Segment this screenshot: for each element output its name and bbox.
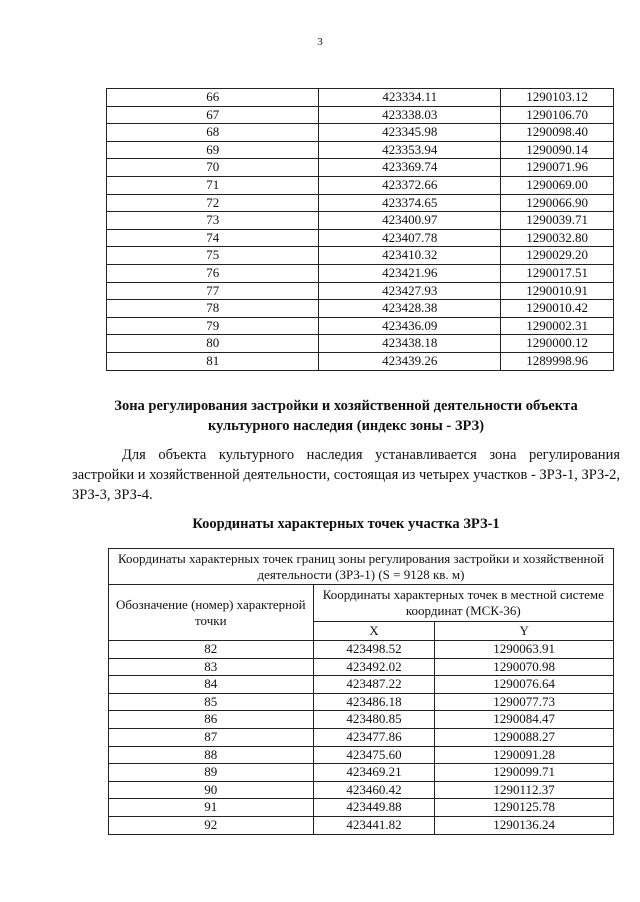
y-coordinate-cell: 1290010.91 (501, 282, 614, 300)
table-row (107, 141, 614, 159)
y-coordinate-cell: 1290112.37 (435, 781, 614, 799)
zone-description-paragraph: Для объекта культурного наследия устанавливается зона регулирования застройки и хозяйственной деятельности, состоящая из четырех участков - ЗРЗ-1, ЗРЗ-2, ЗРЗ-3, ЗРЗ-4. (72, 447, 620, 503)
x-coordinate-cell: 423441.82 (313, 816, 435, 834)
x-coordinate-cell: 423334.11 (319, 89, 501, 107)
point-number-cell: 77 (107, 282, 319, 300)
y-coordinate-cell: 1290088.27 (435, 728, 614, 746)
x-header: X (313, 622, 435, 641)
section-heading: Зона регулирования застройки и хозяйственной деятельности объекта культурного наследия (индекс зоны - ЗРЗ) (114, 398, 578, 434)
table-row (109, 693, 614, 711)
x-coordinate-cell: 423449.88 (313, 799, 435, 817)
y-coordinate-cell: 1290066.90 (501, 194, 614, 212)
y-coordinate-cell: 1290106.70 (501, 106, 614, 124)
x-coordinate-cell: 423407.78 (319, 229, 501, 247)
y-coordinate-cell: 1290125.78 (435, 799, 614, 817)
point-number-cell: 88 (109, 746, 314, 764)
y-coordinate-cell: 1290032.80 (501, 229, 614, 247)
table-row (107, 352, 614, 370)
x-coordinate-cell: 423492.02 (313, 658, 435, 676)
table-row (107, 229, 614, 247)
point-number-cell: 71 (107, 176, 319, 194)
x-coordinate-cell: 423469.21 (313, 764, 435, 782)
y-header: Y (435, 622, 614, 641)
y-coordinate-cell: 1290098.40 (501, 124, 614, 142)
y-coordinate-cell: 1290091.28 (435, 746, 614, 764)
x-coordinate-cell: 423439.26 (319, 352, 501, 370)
point-number-cell: 72 (107, 194, 319, 212)
point-number-cell: 67 (107, 106, 319, 124)
point-number-cell: 76 (107, 264, 319, 282)
x-coordinate-cell: 423438.18 (319, 335, 501, 353)
table-row (107, 159, 614, 177)
table-row (109, 658, 614, 676)
x-coordinate-cell: 423477.86 (313, 728, 435, 746)
x-coordinate-cell: 423436.09 (319, 317, 501, 335)
point-number-cell: 92 (109, 816, 314, 834)
x-coordinate-cell: 423353.94 (319, 141, 501, 159)
x-coordinate-cell: 423345.98 (319, 124, 501, 142)
table-row (109, 676, 614, 694)
y-coordinate-cell: 1290070.98 (435, 658, 614, 676)
point-number-cell: 78 (107, 300, 319, 318)
x-coordinate-cell: 423428.38 (319, 300, 501, 318)
page-number: 3 (317, 36, 323, 48)
y-coordinate-cell: 1290000.12 (501, 335, 614, 353)
table-row (109, 781, 614, 799)
y-coordinate-cell: 1290039.71 (501, 212, 614, 230)
point-number-cell: 87 (109, 728, 314, 746)
point-number-cell: 81 (107, 352, 319, 370)
point-number-cell: 70 (107, 159, 319, 177)
point-number-cell: 66 (107, 89, 319, 107)
y-coordinate-cell: 1290136.24 (435, 816, 614, 834)
table-row (107, 282, 614, 300)
x-coordinate-cell: 423480.85 (313, 711, 435, 729)
table-row (109, 711, 614, 729)
x-coordinate-cell: 423498.52 (313, 641, 435, 659)
coordinates-header: Координаты характерных точек в местной системе координат (МСК-36) (313, 585, 613, 622)
y-coordinate-cell: 1290076.64 (435, 676, 614, 694)
point-number-cell: 79 (107, 317, 319, 335)
table-row (107, 300, 614, 318)
point-number-cell: 73 (107, 212, 319, 230)
y-coordinate-cell: 1290099.71 (435, 764, 614, 782)
zrz1-coordinates-table (108, 548, 614, 835)
y-coordinate-cell: 1290077.73 (435, 693, 614, 711)
x-coordinate-cell: 423421.96 (319, 264, 501, 282)
y-coordinate-cell: 1289998.96 (501, 352, 614, 370)
table-row (107, 89, 614, 107)
y-coordinate-cell: 1290084.47 (435, 711, 614, 729)
y-coordinate-cell: 1290103.12 (501, 89, 614, 107)
y-coordinate-cell: 1290002.31 (501, 317, 614, 335)
point-number-cell: 86 (109, 711, 314, 729)
y-coordinate-cell: 1290090.14 (501, 141, 614, 159)
point-number-cell: 69 (107, 141, 319, 159)
table-row (109, 816, 614, 834)
x-coordinate-cell: 423338.03 (319, 106, 501, 124)
table-row (109, 728, 614, 746)
y-coordinate-cell: 1290017.51 (501, 264, 614, 282)
point-number-cell: 82 (109, 641, 314, 659)
point-number-cell: 84 (109, 676, 314, 694)
table-row (109, 641, 614, 659)
point-number-cell: 89 (109, 764, 314, 782)
table-row (107, 194, 614, 212)
y-coordinate-cell: 1290063.91 (435, 641, 614, 659)
x-coordinate-cell: 423460.42 (313, 781, 435, 799)
point-number-cell: 68 (107, 124, 319, 142)
table-row (107, 335, 614, 353)
y-coordinate-cell: 1290071.96 (501, 159, 614, 177)
x-coordinate-cell: 423369.74 (319, 159, 501, 177)
zrz1-heading: Координаты характерных точек участка ЗРЗ-1 (192, 516, 500, 532)
x-coordinate-cell: 423475.60 (313, 746, 435, 764)
table-caption: Координаты характерных точек границ зоны регулирования застройки и хозяйственной деятельности (ЗРЗ-1) (S = 9128 кв. м) (109, 549, 614, 585)
y-coordinate-cell: 1290069.00 (501, 176, 614, 194)
x-coordinate-cell: 423427.93 (319, 282, 501, 300)
point-number-cell: 80 (107, 335, 319, 353)
table-row (107, 317, 614, 335)
coordinates-table-continued (106, 88, 614, 371)
x-coordinate-cell: 423410.32 (319, 247, 501, 265)
table-row (107, 106, 614, 124)
point-number-cell: 74 (107, 229, 319, 247)
point-number-cell: 83 (109, 658, 314, 676)
point-number-cell: 90 (109, 781, 314, 799)
point-number-header: Обозначение (номер) характерной точки (109, 585, 314, 641)
point-number-cell: 85 (109, 693, 314, 711)
table-row (109, 746, 614, 764)
x-coordinate-cell: 423487.22 (313, 676, 435, 694)
x-coordinate-cell: 423400.97 (319, 212, 501, 230)
table-row (109, 799, 614, 817)
y-coordinate-cell: 1290010.42 (501, 300, 614, 318)
table-row (107, 264, 614, 282)
y-coordinate-cell: 1290029.20 (501, 247, 614, 265)
table-row (107, 247, 614, 265)
table-row (107, 212, 614, 230)
x-coordinate-cell: 423486.18 (313, 693, 435, 711)
x-coordinate-cell: 423374.65 (319, 194, 501, 212)
x-coordinate-cell: 423372.66 (319, 176, 501, 194)
table-row (107, 124, 614, 142)
table-row (107, 176, 614, 194)
point-number-cell: 91 (109, 799, 314, 817)
table-row (109, 764, 614, 782)
point-number-cell: 75 (107, 247, 319, 265)
